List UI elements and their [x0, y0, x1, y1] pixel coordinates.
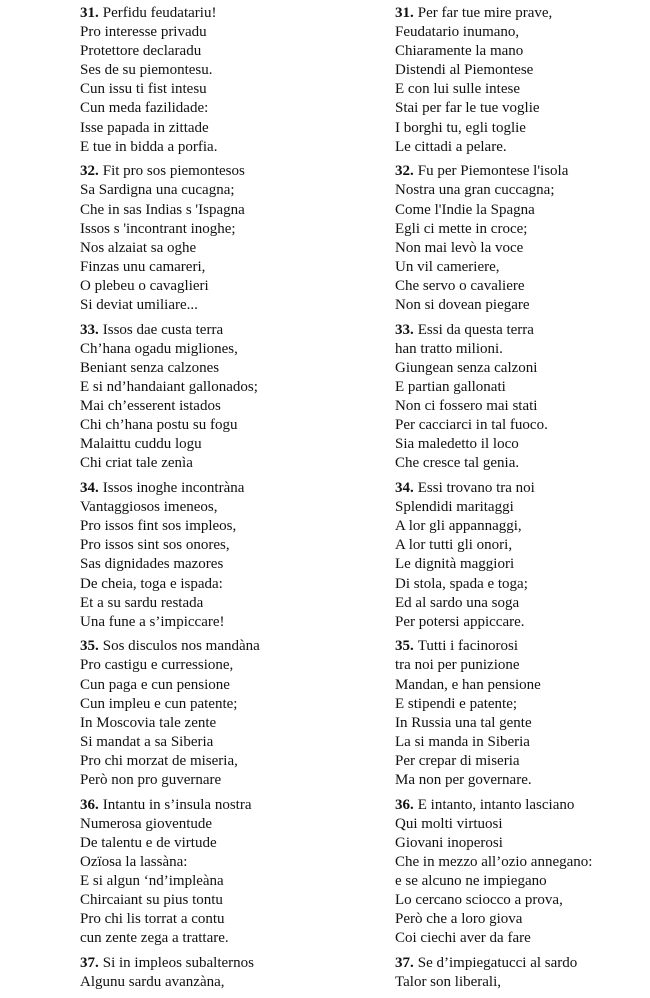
verse-text: Tutti i facinorosi: [417, 638, 519, 655]
verse-text: Cun meda fazilidade:: [80, 100, 209, 117]
verse-line: [395, 416, 650, 435]
stanza-number: 36.: [395, 796, 414, 813]
verse-line: [395, 637, 650, 656]
stanza-italian: [395, 796, 650, 949]
verse-text: Nos alzaiat sa oghe: [80, 239, 197, 256]
verse-line: [395, 454, 650, 473]
verse-line: [80, 416, 370, 435]
verse-text: Sos disculos nos mandàna: [102, 638, 260, 655]
verse-text: Cun paga e cun pensione: [80, 676, 230, 693]
verse-line: [80, 80, 370, 99]
verse-line: [80, 771, 370, 790]
verse-text: Sas dignidades mazores: [80, 556, 224, 573]
verse-text: Sia maledetto il loco: [395, 436, 519, 453]
verse-text: De talentu e de virtude: [80, 834, 217, 851]
verse-line: [80, 834, 370, 853]
verse-text: Pro issos fint sos impleos,: [80, 518, 237, 535]
verse-text: Lo cercano sciocco a prova,: [395, 892, 563, 909]
verse-text: Però che a loro giova: [395, 911, 523, 928]
stanza-number: 33.: [80, 321, 99, 338]
verse-line: [80, 796, 370, 815]
stanza-number: 31.: [395, 5, 414, 21]
verse-line: [395, 676, 650, 695]
verse-text: Talor son liberali,: [395, 974, 502, 991]
verse-text: Ma non per governare.: [395, 772, 532, 789]
verse-text: Non mai levò la voce: [395, 239, 524, 256]
verse-line: [80, 99, 370, 118]
verse-line: [395, 834, 650, 853]
verse-line: [395, 536, 650, 555]
verse-line: [395, 359, 650, 378]
verse-line: [80, 61, 370, 80]
stanza-number: 37.: [80, 955, 99, 972]
verse-line: [395, 517, 650, 536]
verse-line: [395, 378, 650, 397]
verse-text: E intanto, intanto lasciano: [417, 796, 575, 813]
verse-line: [395, 23, 650, 42]
verse-text: Isse papada in zittade: [80, 119, 209, 136]
verse-line: [80, 42, 370, 61]
stanza-sardinian: [80, 954, 370, 992]
verse-text: Feudatario inumano,: [395, 24, 520, 41]
verse-line: [395, 340, 650, 359]
stanza-number: 34.: [80, 480, 99, 497]
verse-text: e se alcuno ne impiegano: [395, 873, 547, 890]
verse-line: [395, 853, 650, 872]
verse-text: Essi da questa terra: [417, 321, 534, 338]
verse-line: [80, 321, 370, 340]
verse-line: [395, 891, 650, 910]
verse-line: [80, 359, 370, 378]
verse-text: Si mandat a sa Siberia: [80, 733, 214, 750]
verse-line: [395, 479, 650, 498]
verse-line: [80, 973, 370, 992]
verse-text: Chiaramente la mano: [395, 43, 524, 60]
verse-line: [80, 119, 370, 138]
verse-line: [80, 815, 370, 834]
verse-text: Cun impleu e cun patente;: [80, 695, 238, 712]
verse-line: [395, 220, 650, 239]
verse-line: [395, 80, 650, 99]
verse-text: Pro issos sint sos onores,: [80, 537, 230, 554]
verse-text: Issos inoghe incontràna: [102, 480, 245, 497]
stanza-italian: [395, 954, 650, 992]
verse-text: Ozïosa la lassàna:: [80, 854, 188, 870]
verse-line: [80, 498, 370, 517]
verse-line: [80, 340, 370, 359]
verse-text: E si algun ‘nd’impleàna: [80, 873, 224, 890]
verse-text: Chircaiant su pius tontu: [80, 892, 223, 909]
verse-text: Issos s 'incontrant inoghe;: [80, 220, 236, 237]
stanza-italian: [395, 637, 650, 790]
verse-text: Essi trovano tra noi: [417, 480, 535, 497]
verse-line: [395, 752, 650, 771]
stanza-number: 34.: [395, 480, 414, 497]
stanza-number: 33.: [395, 321, 414, 338]
verse-text: Per potersi appiccare.: [395, 613, 525, 630]
verse-line: [80, 555, 370, 574]
verse-text: Cun issu ti fist intesu: [80, 81, 207, 98]
verse-text: Algunu sardu avanzàna,: [80, 974, 225, 991]
verse-text: Che in sas Indias s 'Ispagna: [80, 201, 245, 218]
verse-line: [80, 479, 370, 498]
stanza-italian: [395, 4, 650, 157]
verse-line: [80, 695, 370, 714]
verse-text: Chi ch’hana postu su fogu: [80, 417, 238, 434]
stanza-number: 31.: [80, 5, 99, 21]
verse-text: De cheia, toga e ispada:: [80, 575, 223, 592]
verse-line: [80, 162, 370, 181]
verse-text: Ed al sardo una soga: [395, 594, 520, 611]
verse-text: Giungean senza calzoni: [395, 359, 538, 376]
verse-text: Malaittu cuddu logu: [80, 436, 202, 453]
verse-text: Qui molti virtuosi: [395, 815, 503, 832]
stanza-italian: [395, 479, 650, 632]
verse-line: [80, 201, 370, 220]
verse-text: Le cittadi a pelare.: [395, 138, 507, 155]
verse-line: [395, 954, 650, 973]
stanza-number: 32.: [80, 163, 99, 180]
verse-text: Ses de su piemontesu.: [80, 62, 213, 79]
verse-text: tra noi per punizione: [395, 657, 520, 674]
verse-text: cun zente zega a trattare.: [80, 930, 229, 947]
stanza-sardinian: [80, 162, 370, 315]
verse-line: [395, 42, 650, 61]
verse-line: [395, 695, 650, 714]
verse-line: [395, 796, 650, 815]
sardinian-column: [80, 4, 370, 998]
verse-text: Distendi al Piemontese: [395, 62, 534, 79]
verse-line: [395, 239, 650, 258]
verse-text: Egli ci mette in croce;: [395, 220, 528, 237]
verse-line: [395, 656, 650, 675]
verse-text: Chi criat tale zenìa: [80, 455, 193, 472]
verse-text: Si in impleos subalternos: [102, 955, 254, 972]
verse-text: Fu per Piemontese l'isola: [417, 163, 569, 180]
verse-line: [80, 258, 370, 277]
stanza-number: 37.: [395, 955, 414, 972]
verse-line: [80, 714, 370, 733]
verse-line: [80, 676, 370, 695]
stanza-number: 36.: [80, 796, 99, 813]
verse-text: Pro chi lis torrat a contu: [80, 911, 225, 928]
verse-line: [80, 296, 370, 315]
verse-line: [80, 220, 370, 239]
verse-line: [395, 162, 650, 181]
verse-line: [80, 397, 370, 416]
verse-line: [80, 910, 370, 929]
verse-text: Per crepar di miseria: [395, 752, 520, 769]
verse-line: [80, 378, 370, 397]
verse-line: [395, 201, 650, 220]
verse-line: [395, 872, 650, 891]
verse-text: Fit pro sos piemontesos: [102, 163, 245, 180]
verse-line: [395, 277, 650, 296]
verse-text: Però non pro guvernare: [80, 772, 222, 789]
verse-text: Intantu in s’insula nostra: [102, 796, 252, 813]
stanza-sardinian: [80, 321, 370, 474]
verse-text: E partian gallonati: [395, 378, 506, 395]
verse-line: [395, 61, 650, 80]
verse-line: [395, 258, 650, 277]
verse-text: E stipendi e patente;: [395, 695, 518, 712]
verse-line: [395, 613, 650, 632]
verse-text: Et a su sardu restada: [80, 594, 204, 611]
verse-line: [80, 637, 370, 656]
verse-text: Sa Sardigna una cucagna;: [80, 182, 235, 199]
verse-line: [80, 536, 370, 555]
verse-text: Perfidu feudatariu!: [102, 5, 217, 21]
verse-text: A lor gli appannaggi,: [395, 518, 522, 535]
verse-text: O plebeu o cavaglieri: [80, 277, 209, 294]
verse-text: Beniant senza calzones: [80, 359, 220, 376]
stanza-sardinian: [80, 796, 370, 949]
verse-text: Se d’impiegatucci al sardo: [417, 955, 578, 972]
verse-text: In Moscovia tale zente: [80, 714, 217, 731]
verse-text: Mandan, e han pensione: [395, 676, 541, 693]
verse-line: [395, 575, 650, 594]
verse-line: [395, 973, 650, 992]
verse-line: [395, 929, 650, 948]
stanza-number: 35.: [80, 638, 99, 655]
verse-text: Ch’hana ogadu migliones,: [80, 340, 238, 357]
verse-text: Pro chi morzat de miseria,: [80, 752, 238, 769]
verse-text: La si manda in Siberia: [395, 733, 530, 750]
verse-line: [395, 815, 650, 834]
verse-text: Mai ch’esserent istados: [80, 398, 221, 415]
stanza-sardinian: [80, 4, 370, 157]
verse-text: Finzas unu camareri,: [80, 258, 206, 275]
verse-text: han tratto milioni.: [395, 340, 503, 357]
verse-text: Splendidi maritaggi: [395, 499, 514, 516]
verse-line: [395, 119, 650, 138]
verse-text: E tue in bidda a porfia.: [80, 138, 218, 155]
verse-line: [395, 296, 650, 315]
verse-line: [80, 23, 370, 42]
verse-text: A lor tutti gli onori,: [395, 537, 513, 554]
verse-text: Non ci fossero mai stati: [395, 398, 538, 415]
verse-text: Non si dovean piegare: [395, 297, 530, 313]
verse-line: [395, 498, 650, 517]
verse-line: [80, 454, 370, 473]
italian-column: [395, 4, 650, 998]
verse-line: [80, 181, 370, 200]
verse-text: Stai per far le tue voglie: [395, 100, 540, 117]
verse-text: Una fune a s’impiccare!: [80, 613, 225, 630]
verse-text: I borghi tu, egli toglie: [395, 119, 526, 136]
verse-text: Protettore declaradu: [80, 43, 202, 60]
verse-text: Numerosa gioventude: [80, 815, 213, 832]
verse-line: [395, 321, 650, 340]
verse-line: [395, 555, 650, 574]
verse-text: E con lui sulle intese: [395, 81, 520, 98]
verse-line: [80, 929, 370, 948]
verse-text: Vantaggiosos imeneos,: [80, 499, 218, 516]
verse-text: Coi ciechi aver da fare: [395, 930, 531, 947]
verse-text: Che cresce tal genia.: [395, 455, 520, 472]
verse-text: Giovani inoperosi: [395, 834, 503, 851]
verse-line: [80, 4, 370, 23]
stanza-italian: [395, 321, 650, 474]
verse-line: [80, 138, 370, 157]
verse-line: [395, 397, 650, 416]
verse-line: [80, 891, 370, 910]
verse-line: [395, 138, 650, 157]
verse-text: Che in mezzo all’ozio annegano:: [395, 854, 593, 870]
verse-line: [80, 239, 370, 258]
verse-text: In Russia una tal gente: [395, 714, 532, 731]
verse-line: [395, 714, 650, 733]
stanza-sardinian: [80, 637, 370, 790]
verse-line: [80, 613, 370, 632]
verse-text: Pro interesse privadu: [80, 24, 207, 41]
verse-line: [80, 853, 370, 872]
verse-text: Si deviat umiliare...: [80, 297, 198, 313]
verse-text: Pro castigu e curressione,: [80, 657, 234, 674]
verse-text: Per far tue mire prave,: [417, 5, 553, 21]
verse-line: [80, 752, 370, 771]
stanza-sardinian: [80, 479, 370, 632]
verse-text: Le dignità maggiori: [395, 556, 515, 573]
verse-text: Nostra una gran cuccagna;: [395, 182, 555, 199]
verse-line: [80, 517, 370, 536]
verse-line: [80, 954, 370, 973]
verse-text: Come l'Indie la Spagna: [395, 201, 535, 218]
verse-line: [395, 4, 650, 23]
verse-line: [80, 656, 370, 675]
stanza-number: 35.: [395, 638, 414, 655]
verse-line: [395, 733, 650, 752]
verse-line: [80, 277, 370, 296]
verse-line: [80, 575, 370, 594]
verse-line: [395, 99, 650, 118]
verse-line: [80, 872, 370, 891]
stanza-number: 32.: [395, 163, 414, 180]
verse-line: [80, 435, 370, 454]
verse-text: E si nd’handaiant gallonados;: [80, 378, 258, 395]
verse-text: Di stola, spada e toga;: [395, 575, 528, 592]
verse-line: [80, 733, 370, 752]
verse-text: Issos dae custa terra: [102, 321, 224, 338]
stanza-italian: [395, 162, 650, 315]
verse-line: [395, 435, 650, 454]
verse-line: [395, 181, 650, 200]
verse-line: [80, 594, 370, 613]
verse-line: [395, 910, 650, 929]
verse-text: Per cacciarci in tal fuoco.: [395, 417, 548, 434]
verse-text: Un vil cameriere,: [395, 258, 500, 275]
verse-line: [395, 771, 650, 790]
verse-line: [395, 594, 650, 613]
verse-text: Che servo o cavaliere: [395, 277, 525, 294]
